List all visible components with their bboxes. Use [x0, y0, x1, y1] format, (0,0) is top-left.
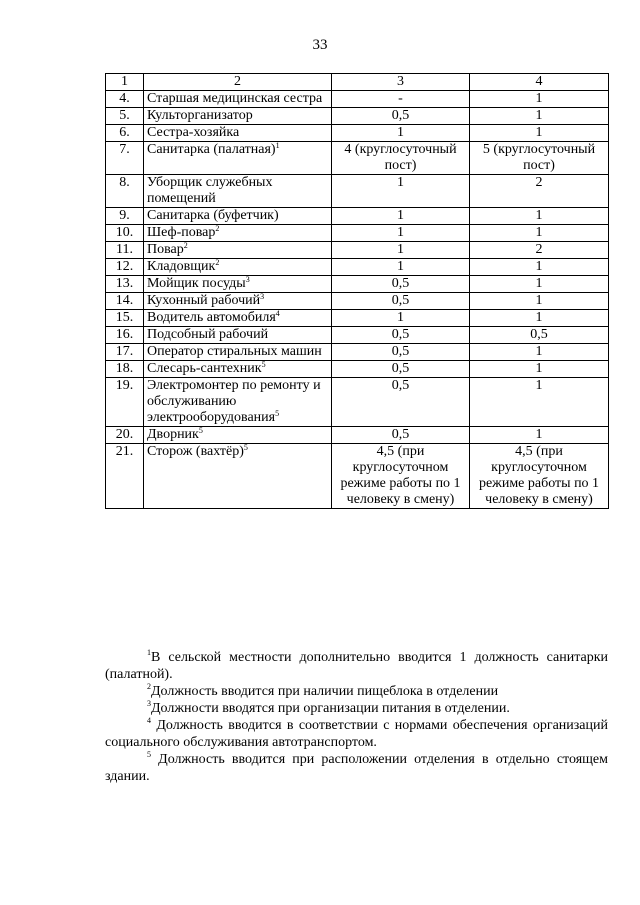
row-number: 18.	[106, 361, 144, 378]
position-name-cell	[144, 259, 332, 276]
row-number: 20.	[106, 427, 144, 444]
position-name: Мойщик посуды	[147, 276, 246, 291]
value-col-3: 1	[332, 242, 470, 259]
row-number: 13.	[106, 276, 144, 293]
footnote-ref: 2	[183, 241, 188, 250]
table-row	[106, 142, 609, 175]
value-col-3: 0,5	[332, 361, 470, 378]
row-number: 15.	[106, 310, 144, 327]
value-col-3: 0,5	[332, 108, 470, 125]
table-row	[106, 293, 609, 310]
footnote	[105, 649, 608, 683]
value-col-4: 1	[470, 108, 609, 125]
position-name-cell	[144, 225, 332, 242]
footnote	[105, 717, 608, 751]
table-row	[106, 208, 609, 225]
footnote-text: Должности вводятся при организации питания в отделении.	[151, 701, 510, 716]
position-name-cell	[144, 361, 332, 378]
value-col-3: 0,5	[332, 344, 470, 361]
value-col-3: -	[332, 91, 470, 108]
value-col-3: 4 (круглосуточный пост)	[332, 142, 470, 175]
position-name: Старшая медицинская сестра	[147, 91, 323, 106]
position-name: Электромонтер по ремонту и обслуживанию электрооборудования	[147, 378, 321, 425]
header-cell-4: 4	[470, 74, 609, 91]
table-row	[106, 361, 609, 378]
table-row	[106, 91, 609, 108]
value-col-4: 1	[470, 310, 609, 327]
table-row	[106, 276, 609, 293]
footnote-text: В сельской местности дополнительно вводится 1 должность санитарки (палатной).	[105, 650, 608, 682]
value-col-4: 4,5 (при круглосуточном режиме работы по 1 человеку в смену)	[470, 444, 609, 509]
value-col-4: 1	[470, 427, 609, 444]
position-name-cell	[144, 91, 332, 108]
value-col-3: 0,5	[332, 293, 470, 310]
header-cell-1: 1	[106, 74, 144, 91]
value-col-3: 1	[332, 208, 470, 225]
table-row	[106, 344, 609, 361]
position-name-cell	[144, 378, 332, 427]
row-number: 6.	[106, 125, 144, 142]
value-col-4: 1	[470, 293, 609, 310]
row-number: 11.	[106, 242, 144, 259]
position-name: Повар	[147, 242, 184, 257]
footnote-ref: 3	[260, 292, 265, 301]
footnote	[105, 751, 608, 785]
position-name: Шеф-повар	[147, 225, 216, 240]
value-col-4: 2	[470, 175, 609, 208]
position-name: Кухонный рабочий	[147, 293, 261, 308]
footnote-ref: 5	[198, 426, 203, 435]
footnote-mark: 5	[147, 750, 151, 759]
position-name-cell	[144, 327, 332, 344]
value-col-3: 0,5	[332, 327, 470, 344]
row-number: 21.	[106, 444, 144, 509]
table-row	[106, 327, 609, 344]
staffing-table-body	[106, 74, 609, 509]
footnote-ref: 5	[275, 409, 280, 418]
row-number: 8.	[106, 175, 144, 208]
footnote-text: Должность вводится в соответствии с нормами обеспечения организаций социального обслуживания автотранспортом.	[105, 718, 608, 750]
footnote-mark: 3	[147, 699, 151, 708]
value-col-4: 1	[470, 344, 609, 361]
table-row	[106, 310, 609, 327]
position-name-cell	[144, 427, 332, 444]
position-name: Водитель автомобиля	[147, 310, 276, 325]
footnote-mark: 1	[147, 648, 151, 657]
footnote	[105, 700, 608, 717]
footnote-ref: 2	[215, 224, 220, 233]
position-name: Сторож (вахтёр)	[147, 444, 244, 459]
table-row	[106, 125, 609, 142]
position-name: Уборщик служебных помещений	[147, 175, 273, 206]
position-name-cell	[144, 175, 332, 208]
value-col-3: 1	[332, 175, 470, 208]
row-number: 4.	[106, 91, 144, 108]
position-name: Кладовщик	[147, 259, 216, 274]
footnote-mark: 2	[147, 682, 151, 691]
position-name: Сестра-хозяйка	[147, 125, 240, 140]
table-header-row	[106, 74, 609, 91]
table-row	[106, 378, 609, 427]
row-number: 19.	[106, 378, 144, 427]
position-name: Санитарка (палатная)	[147, 142, 276, 157]
value-col-3: 1	[332, 225, 470, 242]
position-name-cell	[144, 108, 332, 125]
value-col-4: 1	[470, 125, 609, 142]
position-name: Подсобный рабочий	[147, 327, 269, 342]
table-row	[106, 175, 609, 208]
value-col-4: 1	[470, 276, 609, 293]
page-number: 33	[312, 37, 328, 53]
value-col-3: 0,5	[332, 378, 470, 427]
table-row	[106, 108, 609, 125]
position-name-cell	[144, 242, 332, 259]
footnote-text: Должность вводится при наличии пищеблока в отделении	[151, 684, 499, 699]
row-number: 12.	[106, 259, 144, 276]
header-cell-3: 3	[332, 74, 470, 91]
value-col-3: 0,5	[332, 427, 470, 444]
row-number: 7.	[106, 142, 144, 175]
position-name: Оператор стиральных машин	[147, 344, 322, 359]
position-name: Слесарь-сантехник	[147, 361, 262, 376]
header-cell-2: 2	[144, 74, 332, 91]
table-row	[106, 259, 609, 276]
value-col-4: 1	[470, 91, 609, 108]
position-name-cell	[144, 310, 332, 327]
footnote-ref: 2	[215, 258, 220, 267]
position-name-cell	[144, 208, 332, 225]
position-name-cell	[144, 444, 332, 509]
row-number: 5.	[106, 108, 144, 125]
footnote	[105, 683, 608, 700]
footnote-ref: 1	[275, 141, 280, 150]
table-row	[106, 242, 609, 259]
footnote-mark: 4	[147, 716, 151, 725]
value-col-4: 1	[470, 225, 609, 242]
value-col-4: 0,5	[470, 327, 609, 344]
footnote-ref: 5	[261, 360, 266, 369]
position-name: Культорганизатор	[147, 108, 253, 123]
value-col-3: 1	[332, 310, 470, 327]
value-col-4: 5 (круглосуточный пост)	[470, 142, 609, 175]
value-col-3: 4,5 (при круглосуточном режиме работы по 1 человеку в смену)	[332, 444, 470, 509]
footnote-ref: 4	[275, 309, 280, 318]
position-name-cell	[144, 142, 332, 175]
position-name-cell	[144, 125, 332, 142]
footnote-text: Должность вводится при расположении отделения в отдельно стоящем здании.	[105, 752, 608, 784]
position-name: Дворник	[147, 427, 199, 442]
value-col-4: 1	[470, 208, 609, 225]
position-name-cell	[144, 293, 332, 310]
footnote-ref: 3	[245, 275, 250, 284]
position-name-cell	[144, 276, 332, 293]
position-name-cell	[144, 344, 332, 361]
value-col-4: 1	[470, 259, 609, 276]
value-col-4: 1	[470, 378, 609, 427]
row-number: 10.	[106, 225, 144, 242]
value-col-3: 1	[332, 259, 470, 276]
table-row	[106, 427, 609, 444]
position-name: Санитарка (буфетчик)	[147, 208, 279, 223]
row-number: 16.	[106, 327, 144, 344]
table-row	[106, 444, 609, 509]
footnote-ref: 5	[243, 443, 248, 452]
value-col-3: 1	[332, 125, 470, 142]
row-number: 14.	[106, 293, 144, 310]
staffing-table	[105, 73, 609, 509]
footnotes	[105, 649, 608, 785]
value-col-4: 2	[470, 242, 609, 259]
row-number: 9.	[106, 208, 144, 225]
value-col-3: 0,5	[332, 276, 470, 293]
table-row	[106, 225, 609, 242]
value-col-4: 1	[470, 361, 609, 378]
row-number: 17.	[106, 344, 144, 361]
